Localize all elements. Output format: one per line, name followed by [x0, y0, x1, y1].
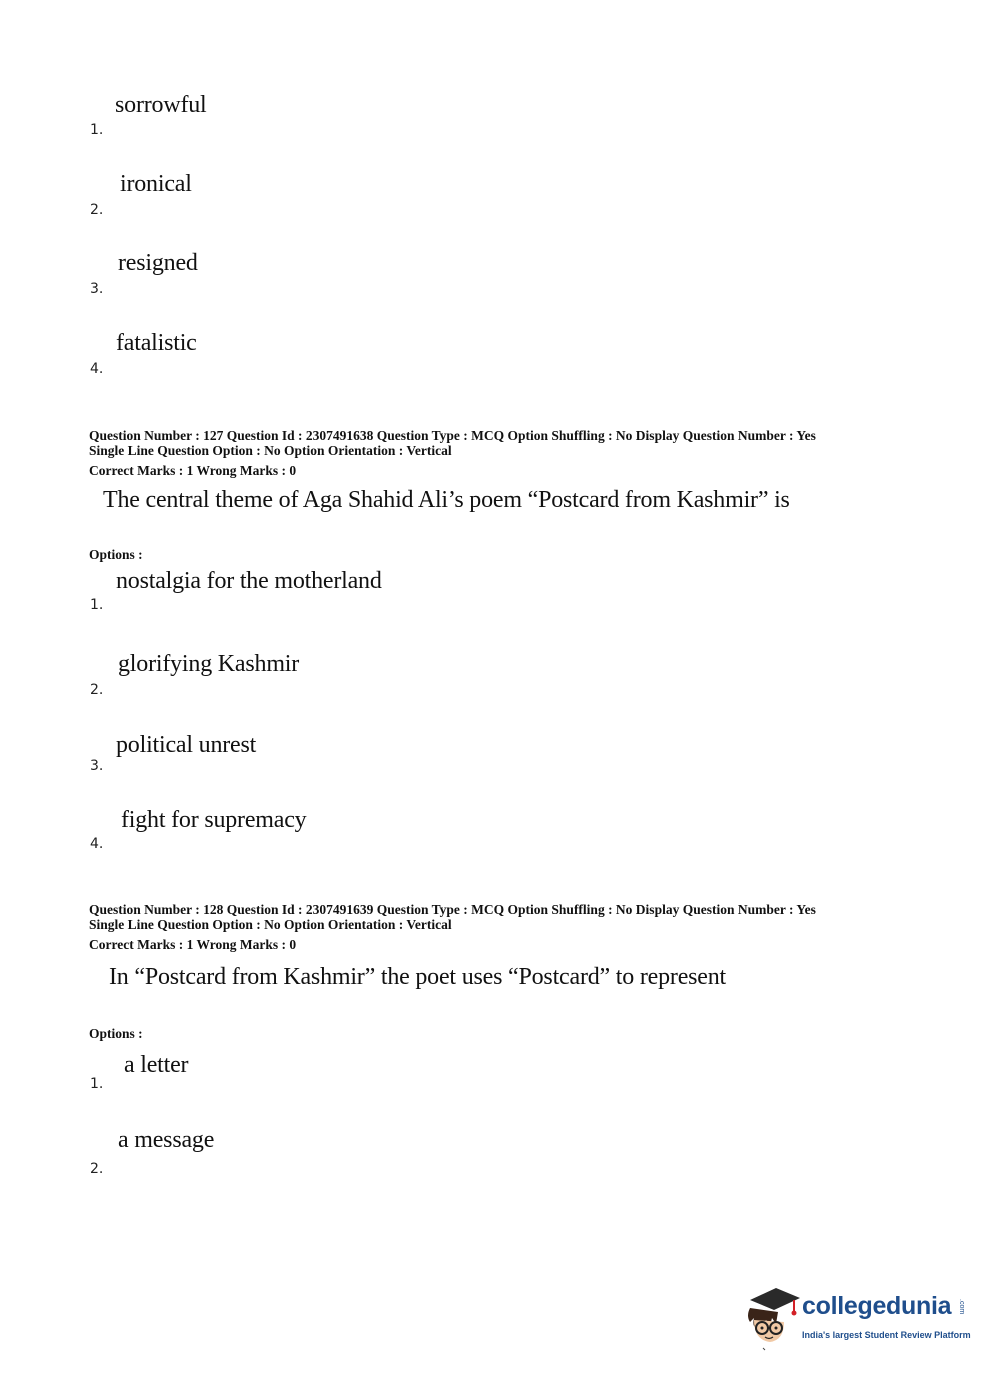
option-number: 1.	[90, 597, 104, 613]
brand-domain: .com	[958, 1299, 965, 1315]
option-text: a letter	[124, 1052, 189, 1078]
collegedunia-logo	[742, 1282, 972, 1354]
brand-tagline: India's largest Student Review Platform	[802, 1330, 971, 1340]
option-text: political unrest	[116, 732, 257, 758]
option-number: 4.	[90, 361, 104, 377]
options-label: Options :	[89, 547, 143, 562]
brand-name: collegedunia	[802, 1292, 952, 1320]
option-number: 2.	[90, 202, 104, 218]
option-text: resigned	[118, 250, 198, 276]
option-text: glorifying Kashmir	[118, 651, 300, 677]
option-text: a message	[118, 1127, 215, 1153]
mascot-icon	[742, 1282, 802, 1352]
question-marks: Correct Marks : 1 Wrong Marks : 0	[89, 937, 297, 952]
option-number: 2.	[90, 682, 104, 698]
question-marks: Correct Marks : 1 Wrong Marks : 0	[89, 463, 297, 478]
options-label: Options :	[89, 1026, 143, 1041]
option-number: 3.	[90, 281, 104, 297]
option-text: fatalistic	[116, 330, 197, 356]
option-text: sorrowful	[115, 92, 207, 118]
question-meta-line1: Question Number : 127 Question Id : 2307491638 Question Type : MCQ Option Shuffling : No Display Question Number : Yes	[89, 428, 816, 443]
option-number: 1.	[90, 1076, 104, 1092]
question-text: In “Postcard from Kashmir” the poet uses “Postcard” to represent	[109, 964, 727, 990]
option-text: ironical	[120, 171, 192, 197]
question-meta-line1: Question Number : 128 Question Id : 2307491639 Question Type : MCQ Option Shuffling : No Display Question Number : Yes	[89, 902, 816, 917]
option-text: nostalgia for the motherland	[116, 568, 382, 594]
question-meta-line2: Single Line Question Option : No Option Orientation : Vertical	[89, 443, 452, 458]
option-number: 2.	[90, 1161, 104, 1177]
option-text: fight for supremacy	[121, 807, 307, 833]
option-number: 3.	[90, 758, 104, 774]
option-number: 1.	[90, 122, 104, 138]
question-meta-line2: Single Line Question Option : No Option Orientation : Vertical	[89, 917, 452, 932]
question-text: The central theme of Aga Shahid Ali’s poem “Postcard from Kashmir” is	[103, 487, 790, 513]
option-number: 4.	[90, 836, 104, 852]
